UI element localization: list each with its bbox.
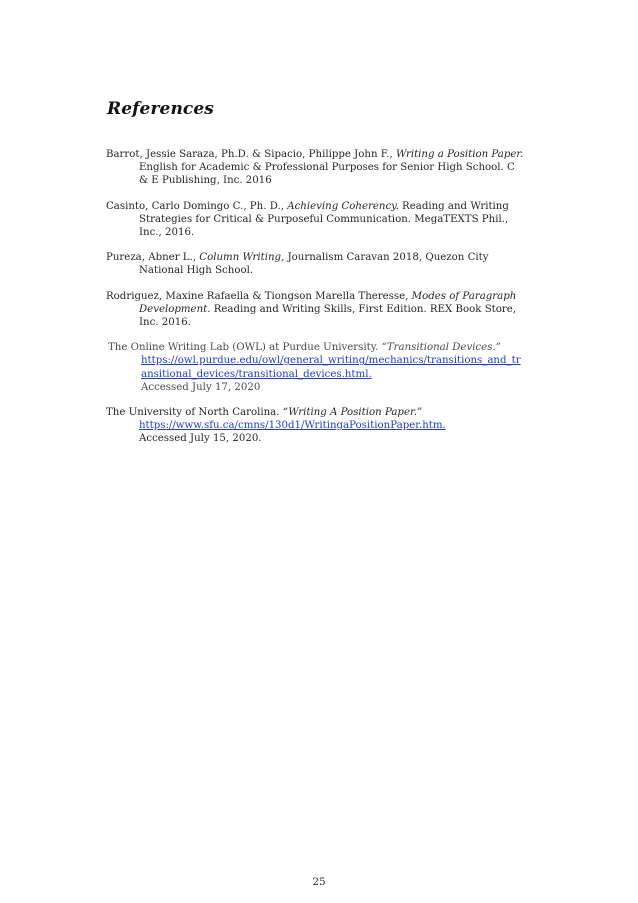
reference-item-pureza [106,251,526,277]
references-list [106,148,526,458]
reference-authors: Barrot, Jessie Saraza, Ph.D. & Sipacio, Philippe John F., [106,149,396,160]
reference-item-rodriguez [106,290,526,330]
reference-title: Achieving Coherency. [287,200,399,212]
reference-item-owl-purdue [108,341,526,394]
reference-source: Reading and Writing Skills, First Edition. REX Book Store, Inc. 2016. [139,303,517,329]
reference-accessed-date: Accessed July 17, 2020 [141,381,261,393]
reference-source: Journalism Caravan 2018, Quezon City National High School. [139,252,489,277]
reference-title: “Transitional Devices.” [381,342,501,354]
references-heading: References [107,99,214,119]
reference-link-owl[interactable]: https://owl.purdue.edu/owl/general_writing/mechanics/transitions_and_transitional_devices/transitional_devices.html. [141,355,521,380]
reference-authors: Pureza, Abner L., [106,252,200,264]
reference-accessed-date: Accessed July 15, 2020. [139,433,262,445]
reference-item-barrot [106,148,526,188]
reference-authors: Casinto, Carlo Domingo C., Ph. D., [106,200,288,212]
page-number: 25 [312,876,326,888]
reference-authors: The Online Writing Lab (OWL) at Purdue University. [108,342,382,354]
reference-title: “Writing A Position Paper.” [282,407,423,419]
reference-authors: The University of North Carolina. [106,407,283,419]
reference-title: Writing a Position Paper. [395,149,524,160]
reference-link-sfu[interactable]: https://www.sfu.ca/cmns/130d1/WritingaPositionPaper.htm. [139,420,446,432]
reference-authors: Rodriguez, Maxine Rafaella & Tiongson Marella Theresse, [106,290,412,302]
reference-title: Column Writing, [199,252,285,264]
reference-item-casinto [106,200,526,240]
reference-source: English for Academic & Professional Purposes for Senior High School. C & E Publishing, Inc. 2016 [139,162,515,187]
reference-item-unc [106,406,526,446]
reference-title: Modes of Paragraph Development. [139,290,517,315]
reference-source: Reading and Writing Strategies for Critical & Purposeful Communication. MegaTEXTS Phil., Inc., 2016. [139,200,509,239]
